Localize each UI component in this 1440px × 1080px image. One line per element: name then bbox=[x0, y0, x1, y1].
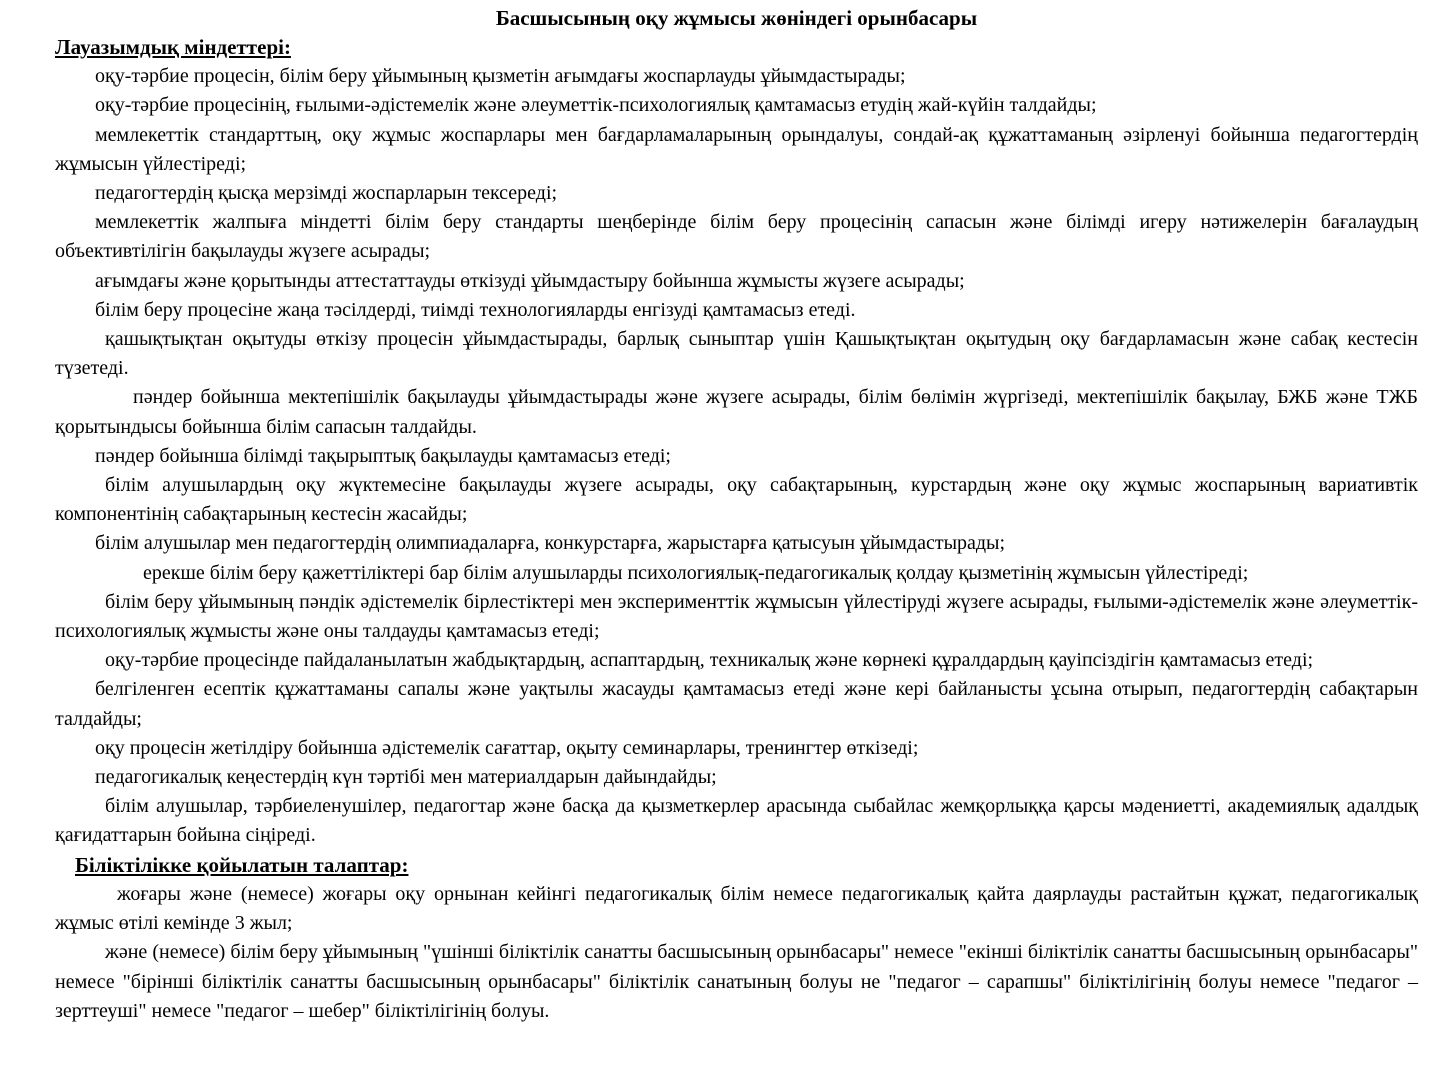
duty-item: білім алушылар, тәрбиеленушілер, педагогтар және басқа да қызметкерлер арасында сыбайлас жемқорлыққа қарсы мәдениетті, академиялық адалдық қағидаттарын бойына сіңіреді. bbox=[55, 795, 1418, 847]
duty-item: оқу-тәрбие процесінде пайдаланылатын жабдықтардың, аспаптардың, техникалық және көрнекі құралдардың қауіпсіздігін қамтамасыз етеді; bbox=[105, 649, 1314, 672]
duty-item: белгіленген есептік құжаттаманы сапалы және уақтылы жасауды қамтамасыз етеді және кері байланысты ұсына отырып, педагогтердің сабақтарын талдайды; bbox=[55, 678, 1418, 730]
duty-item: педагогикалық кеңестердің күн тәртібі мен материалдарын дайындайды; bbox=[95, 766, 717, 789]
duty-item: оқу-тәрбие процесінің, ғылыми-әдістемелік және әлеуметтік-психологиялық қамтамасыз етудің жай-күйін талдайды; bbox=[95, 94, 1097, 117]
duty-item: пәндер бойынша мектепішілік бақылауды ұйымдастырады және жүзеге асырады, білім бөлімін жүргізеді, мектепішілік бақылау, БЖБ және ТЖБ қорытындысы бойынша білім сапасын талдайды. bbox=[55, 386, 1418, 438]
duty-item: білім алушылардың оқу жүктемесіне бақылауды жүзеге асырады, оқу сабақтарының, курстардың және оқу жұмыс жоспарының вариативтік компонентінің сабақтарының кестесін жасайды; bbox=[55, 474, 1418, 526]
duty-item: білім беру ұйымының пәндік әдістемелік бірлестіктері мен эксперименттік жұмысын үйлестіруді жүзеге асырады, ғылыми-әдістемелік және әлеуметтік-психологиялық жұмысты және оны талдауды қамтамасыз етеді; bbox=[55, 590, 1418, 643]
requirement-item: және (немесе) білім беру ұйымының "үшінші біліктілік санатты басшысының орынбасары" немесе "екінші біліктілік санатты басшысының орынбасары" немесе "бірінші біліктілік санатты басшысының орынбасары" біліктілік санатының болуы не "педагог – сарапшы" біліктілігінің болуы немесе "педагог – зерттеуші" немесе "педагог – шебер" біліктілігінің болуы. bbox=[55, 941, 1418, 1022]
duty-item: білім беру процесіне жаңа тәсілдерді, тиімді технологияларды енгізуді қамтамасыз етеді. bbox=[95, 298, 856, 321]
duty-item: қашықтықтан оқытуды өткізу процесін ұйымдастырады, барлық сыныптар үшін Қашықтықтан оқытудың оқу бағдарламасын және сабақ кестесін түзетеді. bbox=[55, 328, 1418, 380]
duty-item: оқу-тәрбие процесін, білім беру ұйымының қызметін ағымдағы жоспарлауды ұйымдастырады; bbox=[95, 65, 906, 88]
duty-item: мемлекеттік стандарттың, оқу жұмыс жоспарлары мен бағдарламаларының орындалуы, сондай-ақ құжаттаманың әзірленуі бойынша педагогтердің жұмысын үйлестіреді; bbox=[55, 123, 1418, 175]
duty-item: пәндер бойынша білімді тақырыптық бақылауды қамтамасыз етеді; bbox=[95, 444, 671, 467]
duty-item: мемлекеттік жалпыға міндетті білім беру стандарты шеңберінде білім беру процесінің сапасын және білімді игеру нәтижелерін бағалаудың объективтілігін бақылауды жүзеге асырады; bbox=[55, 211, 1418, 263]
duty-item: ерекше білім беру қажеттіліктері бар білім алушыларды психологиялық-педагогикалық қолдау қызметінің жұмысын үйлестіреді; bbox=[143, 561, 1249, 584]
requirement-item: жоғары және (немесе) жоғары оқу орнынан кейінгі педагогикалық білім немесе педагогикалық қайта даярлауды растайтын құжат, педагогикалық жұмыс өтілі кемінде 3 жыл; bbox=[55, 882, 1418, 935]
duty-item: білім алушылар мен педагогтердің олимпиадаларға, конкурстарға, жарыстарға қатысуын ұйымдастырады; bbox=[95, 532, 1006, 555]
duty-item: оқу процесін жетілдіру бойынша әдістемелік сағаттар, оқыту семинарлары, тренингтер өткізеді; bbox=[95, 736, 919, 759]
section-heading-requirements: Біліктілікке қойылатын талаптар: bbox=[75, 852, 409, 877]
duty-item: ағымдағы және қорытынды аттестаттауды өткізуді ұйымдастыру бойынша жұмысты жүзеге асырады; bbox=[95, 269, 965, 292]
duty-item: педагогтердің қысқа мерзімді жоспарларын тексереді; bbox=[95, 182, 558, 205]
section-heading-duties: Лауазымдық міндеттері: bbox=[55, 35, 291, 59]
document-title: Басшысының оқу жұмысы жөніндегі орынбасары bbox=[495, 6, 978, 30]
